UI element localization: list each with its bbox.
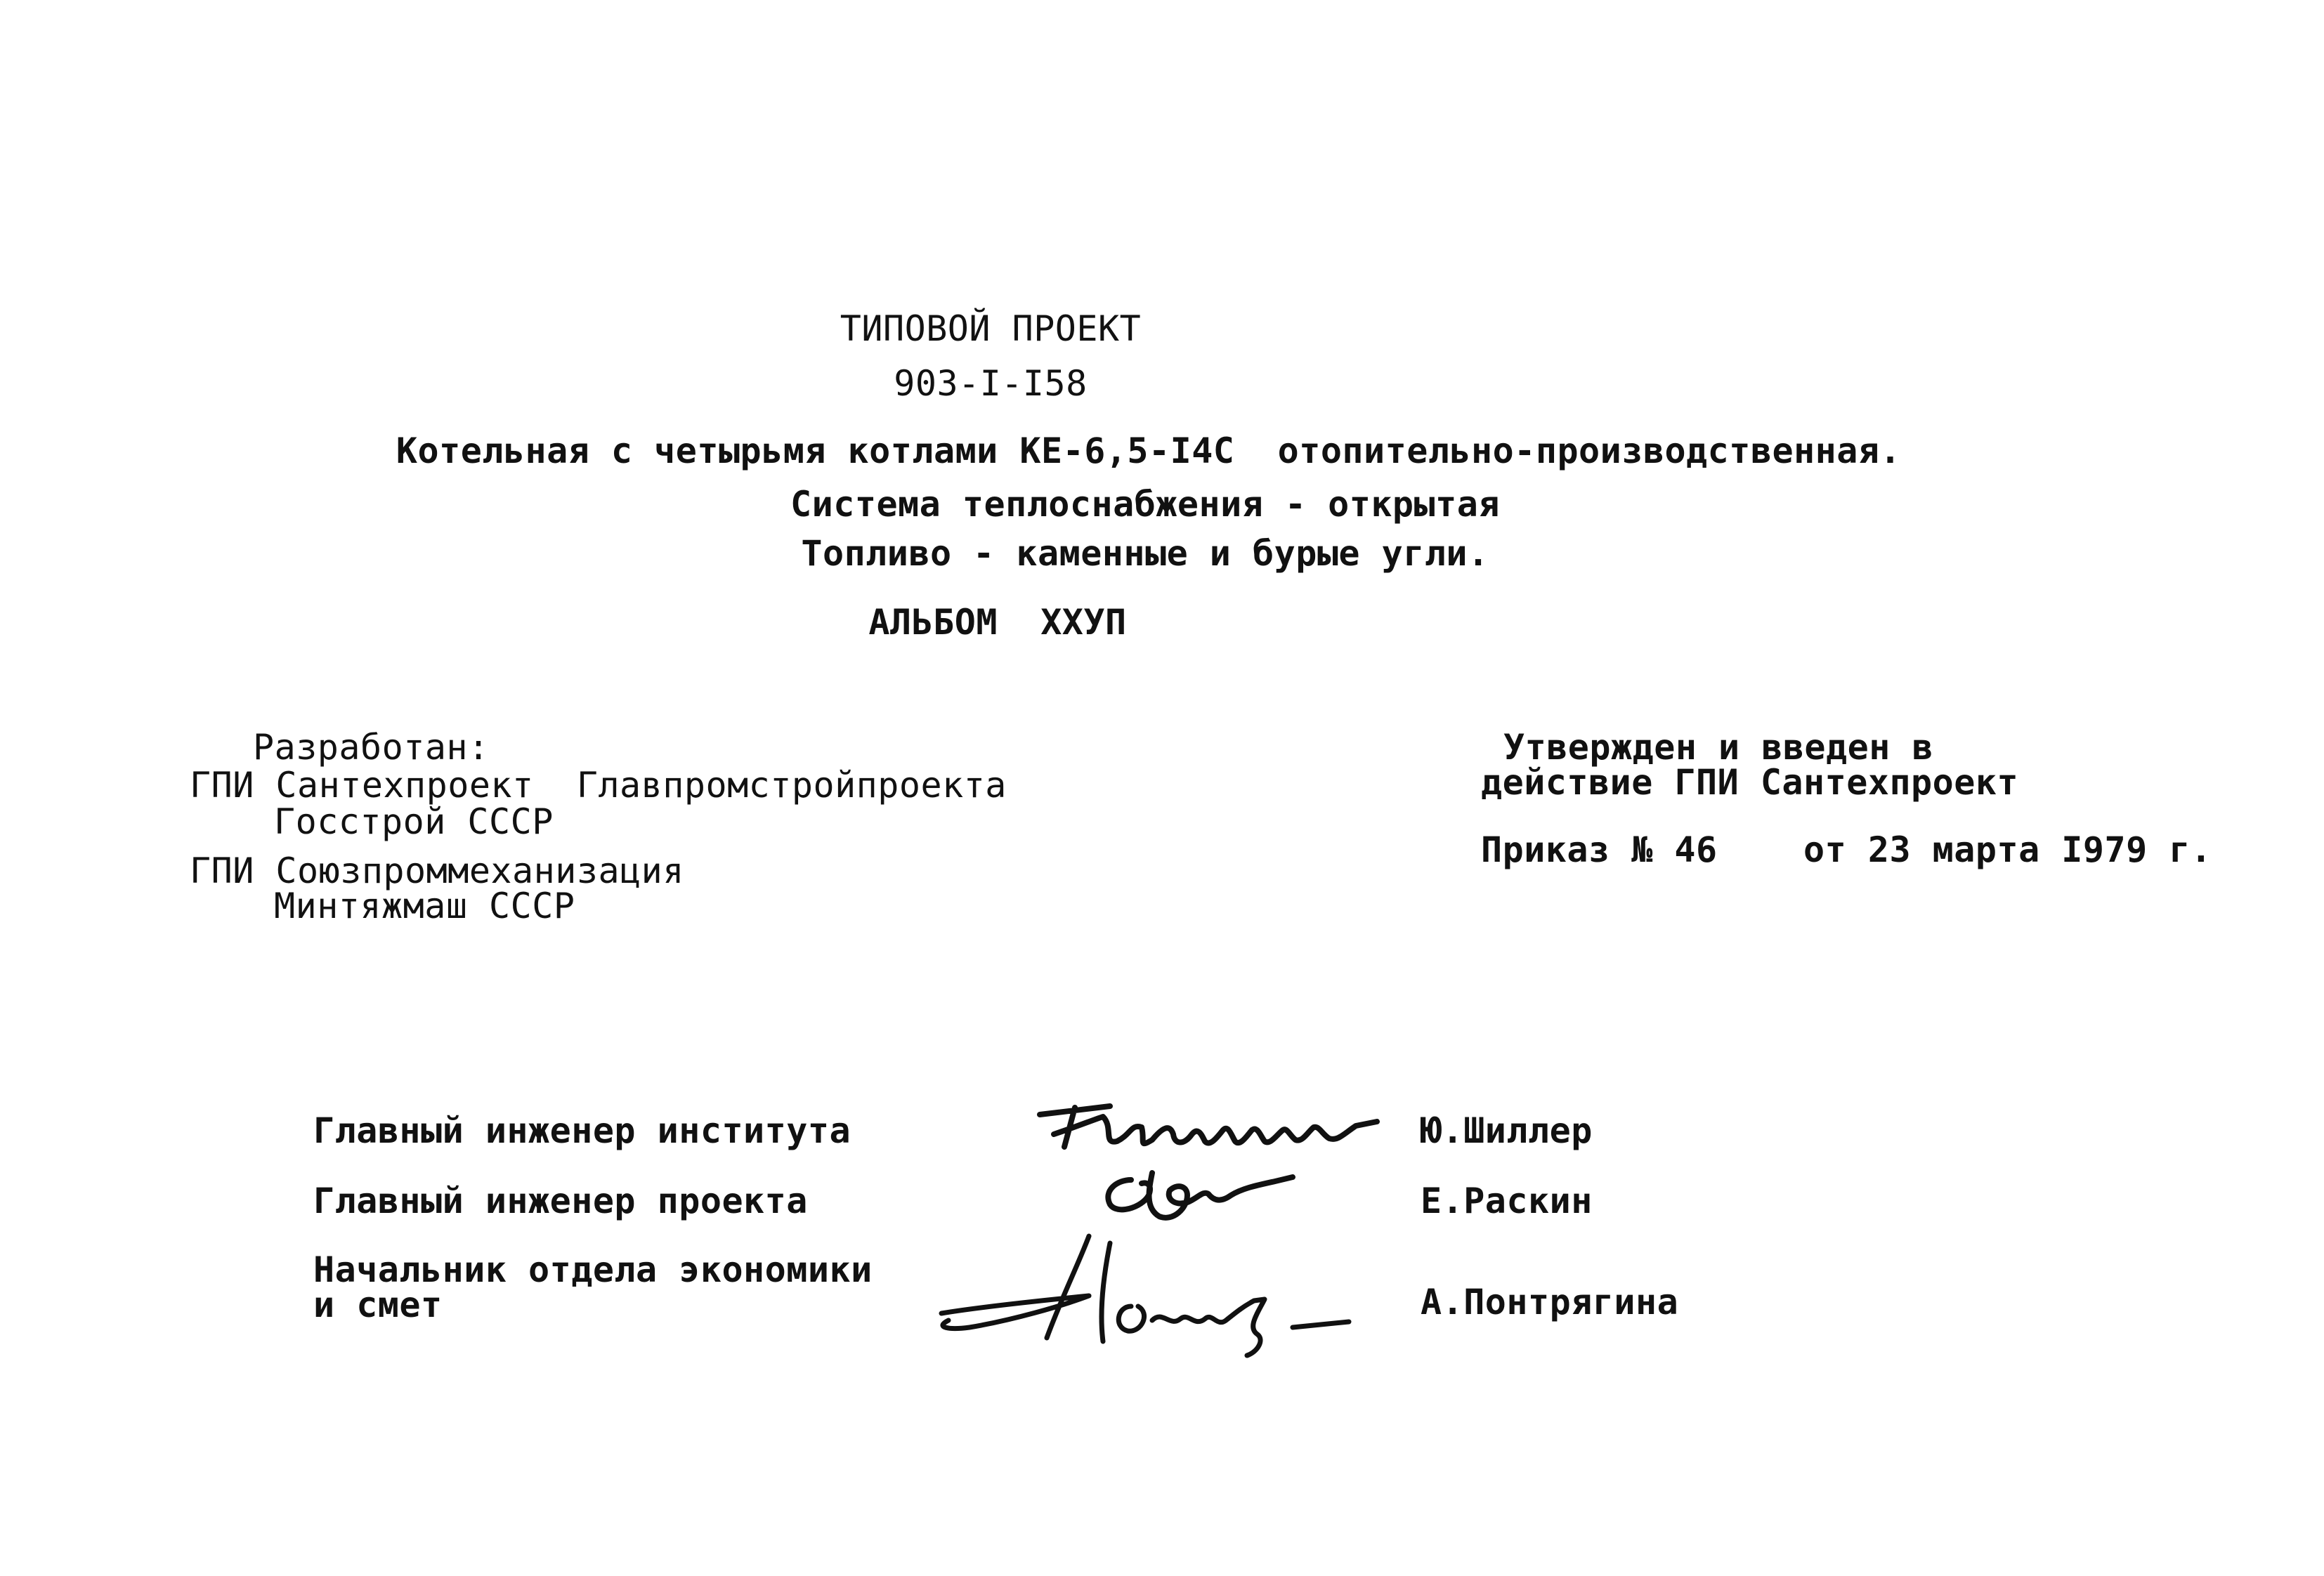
project-type-heading: ТИПОВОЙ ПРОЕКТ xyxy=(840,308,1142,349)
developer-org-1-line-2: Госстрой СССР xyxy=(274,801,554,842)
order-reference: Приказ № 46 от 23 марта I979 г. xyxy=(1481,829,2212,870)
signatory-1-position: Главный инженер института xyxy=(313,1110,851,1151)
developer-org-2-line-2: Минтяжмаш СССР xyxy=(274,886,575,926)
signatory-3-position-line-1: Начальник отдела экономики xyxy=(313,1249,873,1290)
approved-line-2: действие ГПИ Сантехпроект xyxy=(1481,762,2019,803)
signatory-2-position: Главный инженер проекта xyxy=(313,1181,808,1221)
signatory-1-name: Ю.Шиллер xyxy=(1421,1110,1593,1151)
album-number: АЛЬБОМ ХХУП xyxy=(868,602,1127,643)
project-description-line-3: Топливо - каменные и бурые угли. xyxy=(801,533,1489,574)
project-description-line-1: Котельная с четырьмя котлами КЕ-6,5-I4С отопительно-производственная. xyxy=(396,431,1902,471)
developed-label: Разработан: xyxy=(253,727,490,768)
project-number: 903-I-I58 xyxy=(894,363,1088,404)
developer-org-1-line-1: ГПИ Сантехпроект Главпромстройпроекта xyxy=(190,765,1007,806)
developer-org-2-line-1: ГПИ Союзпроммеханизация xyxy=(190,851,684,891)
signatory-3-name: А.Понтрягина xyxy=(1421,1282,1679,1322)
project-description-line-2: Система теплоснабжения - открытая xyxy=(790,484,1500,525)
signatory-2-name: Е.Раскин xyxy=(1421,1181,1593,1221)
signatory-3-position-line-2: и смет xyxy=(313,1285,443,1325)
signature-3-image xyxy=(927,1222,1363,1362)
approved-line-1: Утвержден и введен в xyxy=(1503,727,1934,768)
signature-1-image xyxy=(1026,1085,1391,1162)
